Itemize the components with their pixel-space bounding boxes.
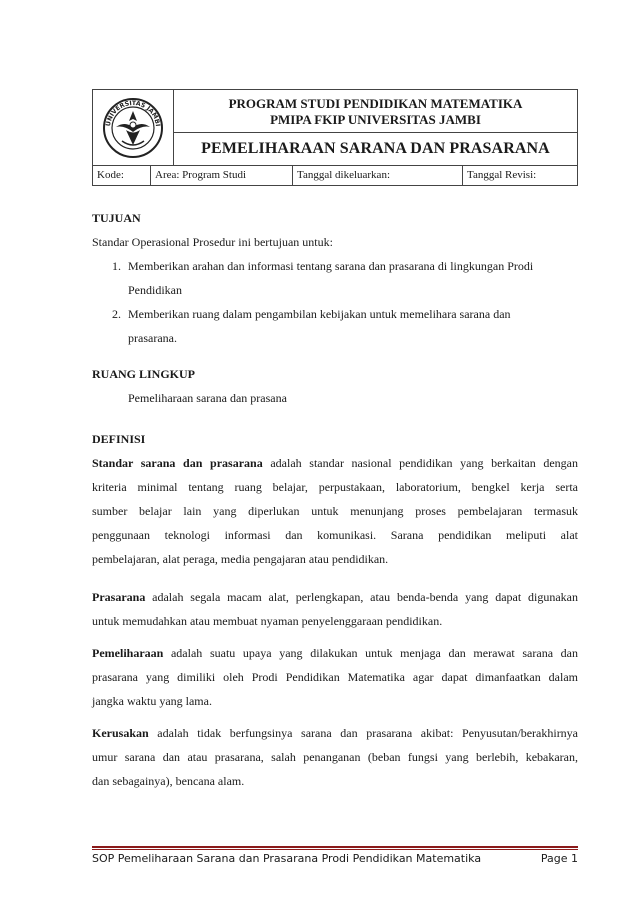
definition-paragraph-line: Pemeliharaan adalah suatu upaya yang dilakukan untuk menjaga dan merawat sarana dan [92,646,579,660]
definition-paragraph-line: untuk memudahkan atau membuat nyaman penyelenggaraan pendidikan. [92,614,443,628]
ruang-lingkup-text: Pemeliharaan sarana dan prasana [128,391,287,405]
university-seal-icon [102,97,164,159]
definisi-heading: DEFINISI [92,432,146,446]
svg-text:UNIVERSITAS JAMBI: UNIVERSITAS JAMBI [104,99,161,127]
document-title: PEMELIHARAAN SARANA DAN PRASARANA [201,140,550,157]
header-table [92,89,578,186]
list-item-text: Memberikan arahan dan informasi tentang sarana dan prasarana di lingkungan Prodi [128,259,534,273]
definition-term: Pemeliharaan [92,646,164,660]
university-logo [93,90,174,165]
list-item-text: Pendidikan [128,283,182,297]
definition-paragraph-line: Prasarana adalah segala macam alat, perlengkapan, atau benda-benda yang dapat digunakan [92,590,579,604]
list-item-text: prasarana. [128,331,177,345]
definition-paragraph-line: kriteria minimal tentang ruang belajar, perpustakaan, laboratorium, bengkel kerja serta [92,480,578,494]
footer-rule-thin [92,849,578,850]
definition-term: Prasarana [92,590,146,604]
header-title-cell [174,90,577,165]
definition-paragraph-line: Kerusakan adalah tidak berfungsinya sarana dan prasarana akibat: Penyusutan/berakhirnya [92,726,579,740]
list-number: 1. [112,259,121,273]
definition-paragraph-line: Standar sarana dan prasarana adalah standar nasional pendidikan yang berkaitan dengan [92,456,578,470]
header-institution [174,90,577,133]
tujuan-heading: TUJUAN [92,211,141,225]
ruang-lingkup-heading: RUANG LINGKUP [92,367,196,381]
program-name: PROGRAM STUDI PENDIDIKAN MATEMATIKA [228,96,523,111]
header-meta-row [93,166,577,185]
page-footer [92,852,578,866]
definition-paragraph-line: sumber belajar lain yang diperlukan untuk menunjang proses pembelajaran termasuk [92,504,578,518]
footer-rule [92,846,578,848]
list-number: 2. [112,307,121,321]
header-top-row [93,90,577,166]
list-item-text: Memberikan ruang dalam pengambilan kebijakan untuk memelihara sarana dan [128,307,511,321]
faculty-name: PMIPA FKIP UNIVERSITAS JAMBI [270,112,481,127]
page-number: Page 1 [540,852,578,865]
definition-term: Standar sarana dan prasarana [92,456,263,470]
kode-field: Kode: [93,166,151,185]
area-field: Area: Program Studi [151,166,293,185]
definition-paragraph-line: pembelajaran, alat peraga, media pengajaran atau pendidikan. [92,552,389,566]
definition-paragraph-line: penggunaan teknologi informasi dan komunikasi. Sarana pendidikan meliputi alat [92,528,578,542]
definition-paragraph-line: jangka waktu yang lama. [92,694,212,708]
issued-date-field: Tanggal dikeluarkan: [293,166,463,185]
definition-term: Kerusakan [92,726,149,740]
tujuan-intro: Standar Operasional Prosedur ini bertujuan untuk: [92,235,333,249]
definition-paragraph-line: dan sebagainya), bencana alam. [92,774,245,788]
definition-paragraph-line: prasarana yang dimiliki oleh Prodi Pendidikan Matematika agar dapat dimanfaatkan dalam [92,670,578,684]
definition-paragraph-line: umur sarana dan atau prasarana, salah penanganan (beban fungsi yang berlebih, kebakaran, [92,750,578,764]
revision-date-field: Tanggal Revisi: [467,169,537,181]
footer-title: SOP Pemeliharaan Sarana dan Prasarana Prodi Pendidikan Matematika [92,852,482,865]
